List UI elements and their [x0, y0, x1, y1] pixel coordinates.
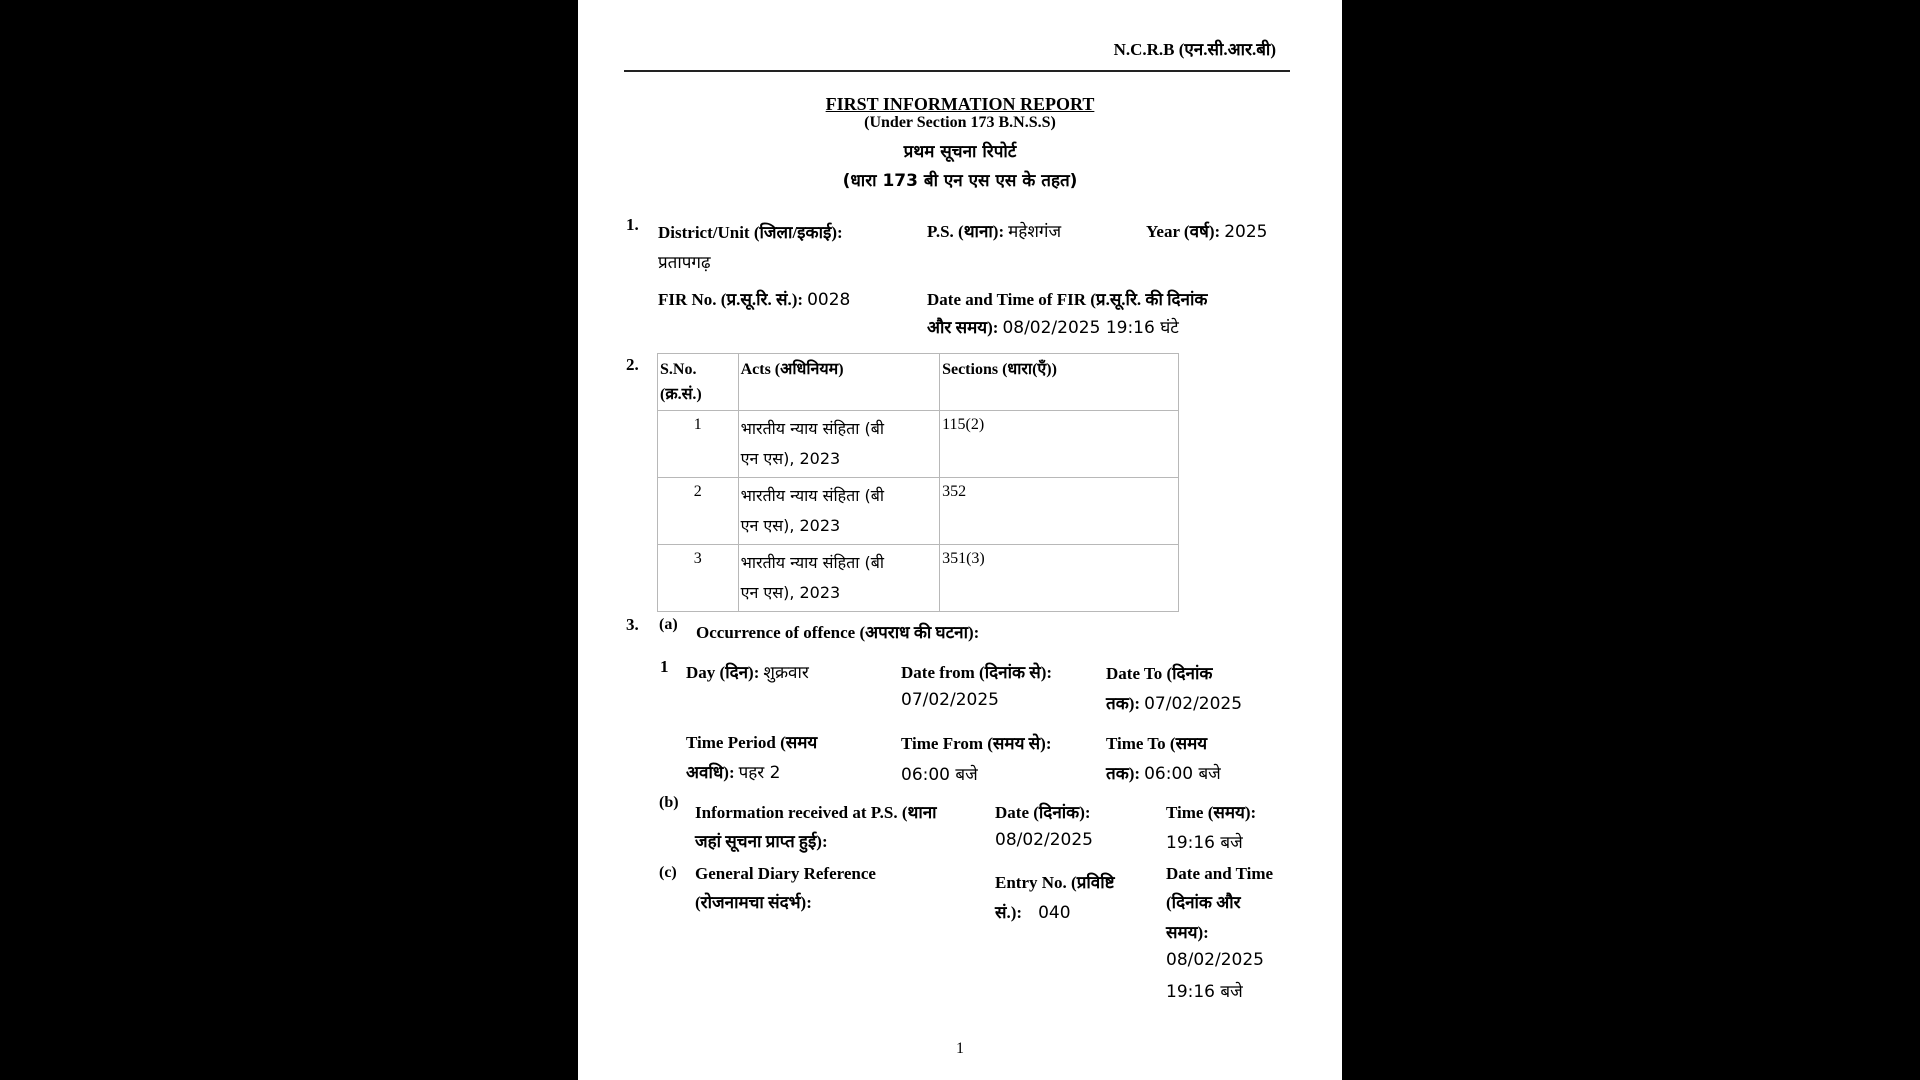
- sno-header-hi: (क्र.सं.): [660, 386, 702, 403]
- time-period-value: पहर 2: [738, 763, 781, 783]
- district-label: District/Unit (जिला/इकाई):: [658, 223, 843, 242]
- gd-datetime-label-3: समय):: [1166, 923, 1209, 942]
- title-hi-sub: (धारा 173 बी एन एस एस के तहत): [842, 171, 1078, 191]
- info-time-label: Time (समय):: [1166, 803, 1257, 822]
- time-to-label: Time To (समय: [1106, 734, 1208, 753]
- row-section: 351(3): [940, 545, 1179, 612]
- row-act: [738, 411, 939, 478]
- occurrence-label: Occurrence of offence (अपराध की घटना):: [696, 623, 980, 642]
- section-3a-marker: (a): [659, 616, 678, 633]
- row-act: [738, 478, 939, 545]
- entry-no-field: [995, 900, 1071, 923]
- ncrb-header: N.C.R.B (एन.सी.आर.बी): [1113, 40, 1276, 59]
- time-period-label: Time Period (समय: [686, 733, 818, 752]
- document-page: [578, 0, 1342, 1080]
- info-date-value: 08/02/2025: [995, 830, 1093, 850]
- gd-datetime-value: 08/02/2025: [1166, 950, 1264, 970]
- info-received-label-2: जहां सूचना प्राप्त हुई):: [695, 832, 828, 851]
- info-received-label: Information received at P.S. (थाना: [695, 803, 937, 822]
- row-act: [738, 545, 939, 612]
- row-sno: 1: [658, 411, 739, 478]
- row-act-line-2: एन एस), 2023: [740, 516, 841, 535]
- year-field: [1146, 219, 1267, 242]
- entry-no-value: 040: [1038, 903, 1071, 923]
- info-date-label: Date (दिनांक):: [995, 803, 1091, 822]
- fir-datetime-value: 08/02/2025 19:16 घंटे: [1002, 318, 1179, 338]
- row-act-line-2: एन एस), 2023: [740, 583, 841, 602]
- acts-table: [657, 353, 1179, 612]
- row-section: 115(2): [940, 411, 1179, 478]
- fir-number-label: FIR No. (प्र.सू.रि. सं.):: [658, 290, 804, 309]
- row-act-line-2: एन एस), 2023: [740, 449, 841, 468]
- year-value: 2025: [1224, 222, 1268, 242]
- section-3c-marker: (c): [659, 864, 677, 881]
- title-en-sub: (Under Section 173 B.N.S.S): [864, 114, 1056, 131]
- time-from-label: Time From (समय से):: [901, 734, 1052, 753]
- page-number: 1: [956, 1040, 964, 1057]
- section-3-number: 3.: [626, 615, 639, 634]
- date-to-label: Date To (दिनांक: [1106, 664, 1213, 683]
- police-station-label: P.S. (थाना):: [927, 222, 1005, 241]
- day-value: शुक्रवार: [763, 663, 809, 683]
- sno-header: [658, 354, 739, 411]
- row-sno: 3: [658, 545, 739, 612]
- table-row: [658, 411, 1179, 478]
- district-value: प्रतापगढ़: [658, 253, 711, 273]
- general-diary-label-2: (रोजनामचा संदर्भ):: [695, 893, 812, 912]
- police-station-value: महेशगंज: [1008, 222, 1062, 242]
- occurrence-item-number: 1: [660, 657, 669, 676]
- gd-datetime-label: Date and Time: [1166, 864, 1274, 883]
- date-from-value: 07/02/2025: [901, 690, 999, 710]
- title-en: FIRST INFORMATION REPORT: [825, 94, 1095, 114]
- table-row: [658, 478, 1179, 545]
- fir-datetime-label: Date and Time of FIR (प्र.सू.रि. की दिनांक: [927, 290, 1208, 309]
- entry-no-label-2: सं.):: [995, 903, 1023, 922]
- row-section: 352: [940, 478, 1179, 545]
- acts-table-header: [658, 354, 1179, 411]
- row-act-line-1: भारतीय न्याय संहिता (बी: [740, 553, 884, 572]
- fir-datetime-label-2: और समय):: [927, 318, 999, 337]
- gd-datetime-value-2: 19:16 बजे: [1166, 982, 1243, 1002]
- row-sno: 2: [658, 478, 739, 545]
- date-to-label-2: तक):: [1106, 694, 1141, 713]
- fir-datetime-field: [927, 315, 1179, 338]
- table-row: [658, 545, 1179, 612]
- time-from-value: 06:00 बजे: [901, 765, 978, 785]
- entry-no-label: Entry No. (प्रविष्टि: [995, 873, 1115, 892]
- info-time-value: 19:16 बजे: [1166, 833, 1243, 853]
- time-to-field: [1106, 761, 1221, 784]
- day-label: Day (दिन):: [686, 663, 760, 682]
- date-to-field: [1106, 691, 1242, 714]
- title-hi: प्रथम सूचना रिपोर्ट: [903, 142, 1017, 162]
- general-diary-label: General Diary Reference: [695, 864, 876, 883]
- section-3b-marker: (b): [659, 794, 679, 811]
- header-rule: [624, 70, 1290, 72]
- police-station-field: [927, 219, 1061, 242]
- time-to-label-2: तक):: [1106, 764, 1141, 783]
- time-to-value: 06:00 बजे: [1144, 764, 1221, 784]
- date-from-label: Date from (दिनांक से):: [901, 663, 1053, 682]
- section-1-number: 1.: [626, 215, 639, 234]
- date-to-value: 07/02/2025: [1144, 694, 1243, 714]
- fir-number-value: 0028: [807, 290, 851, 310]
- gd-datetime-label-2: (दिनांक और: [1166, 893, 1241, 912]
- year-label: Year (वर्ष):: [1146, 222, 1221, 241]
- row-act-line-1: भारतीय न्याय संहिता (बी: [740, 419, 884, 438]
- section-2-number: 2.: [626, 355, 639, 374]
- row-act-line-1: भारतीय न्याय संहिता (बी: [740, 486, 884, 505]
- time-period-field: [686, 760, 780, 783]
- sno-header-en: S.No.: [660, 361, 697, 378]
- sections-header: Sections (धारा(एँ)): [940, 354, 1179, 411]
- day-field: [686, 660, 809, 683]
- fir-number-field: [658, 287, 850, 310]
- acts-header: Acts (अधिनियम): [738, 354, 939, 411]
- time-period-label-2: अवधि):: [686, 763, 735, 782]
